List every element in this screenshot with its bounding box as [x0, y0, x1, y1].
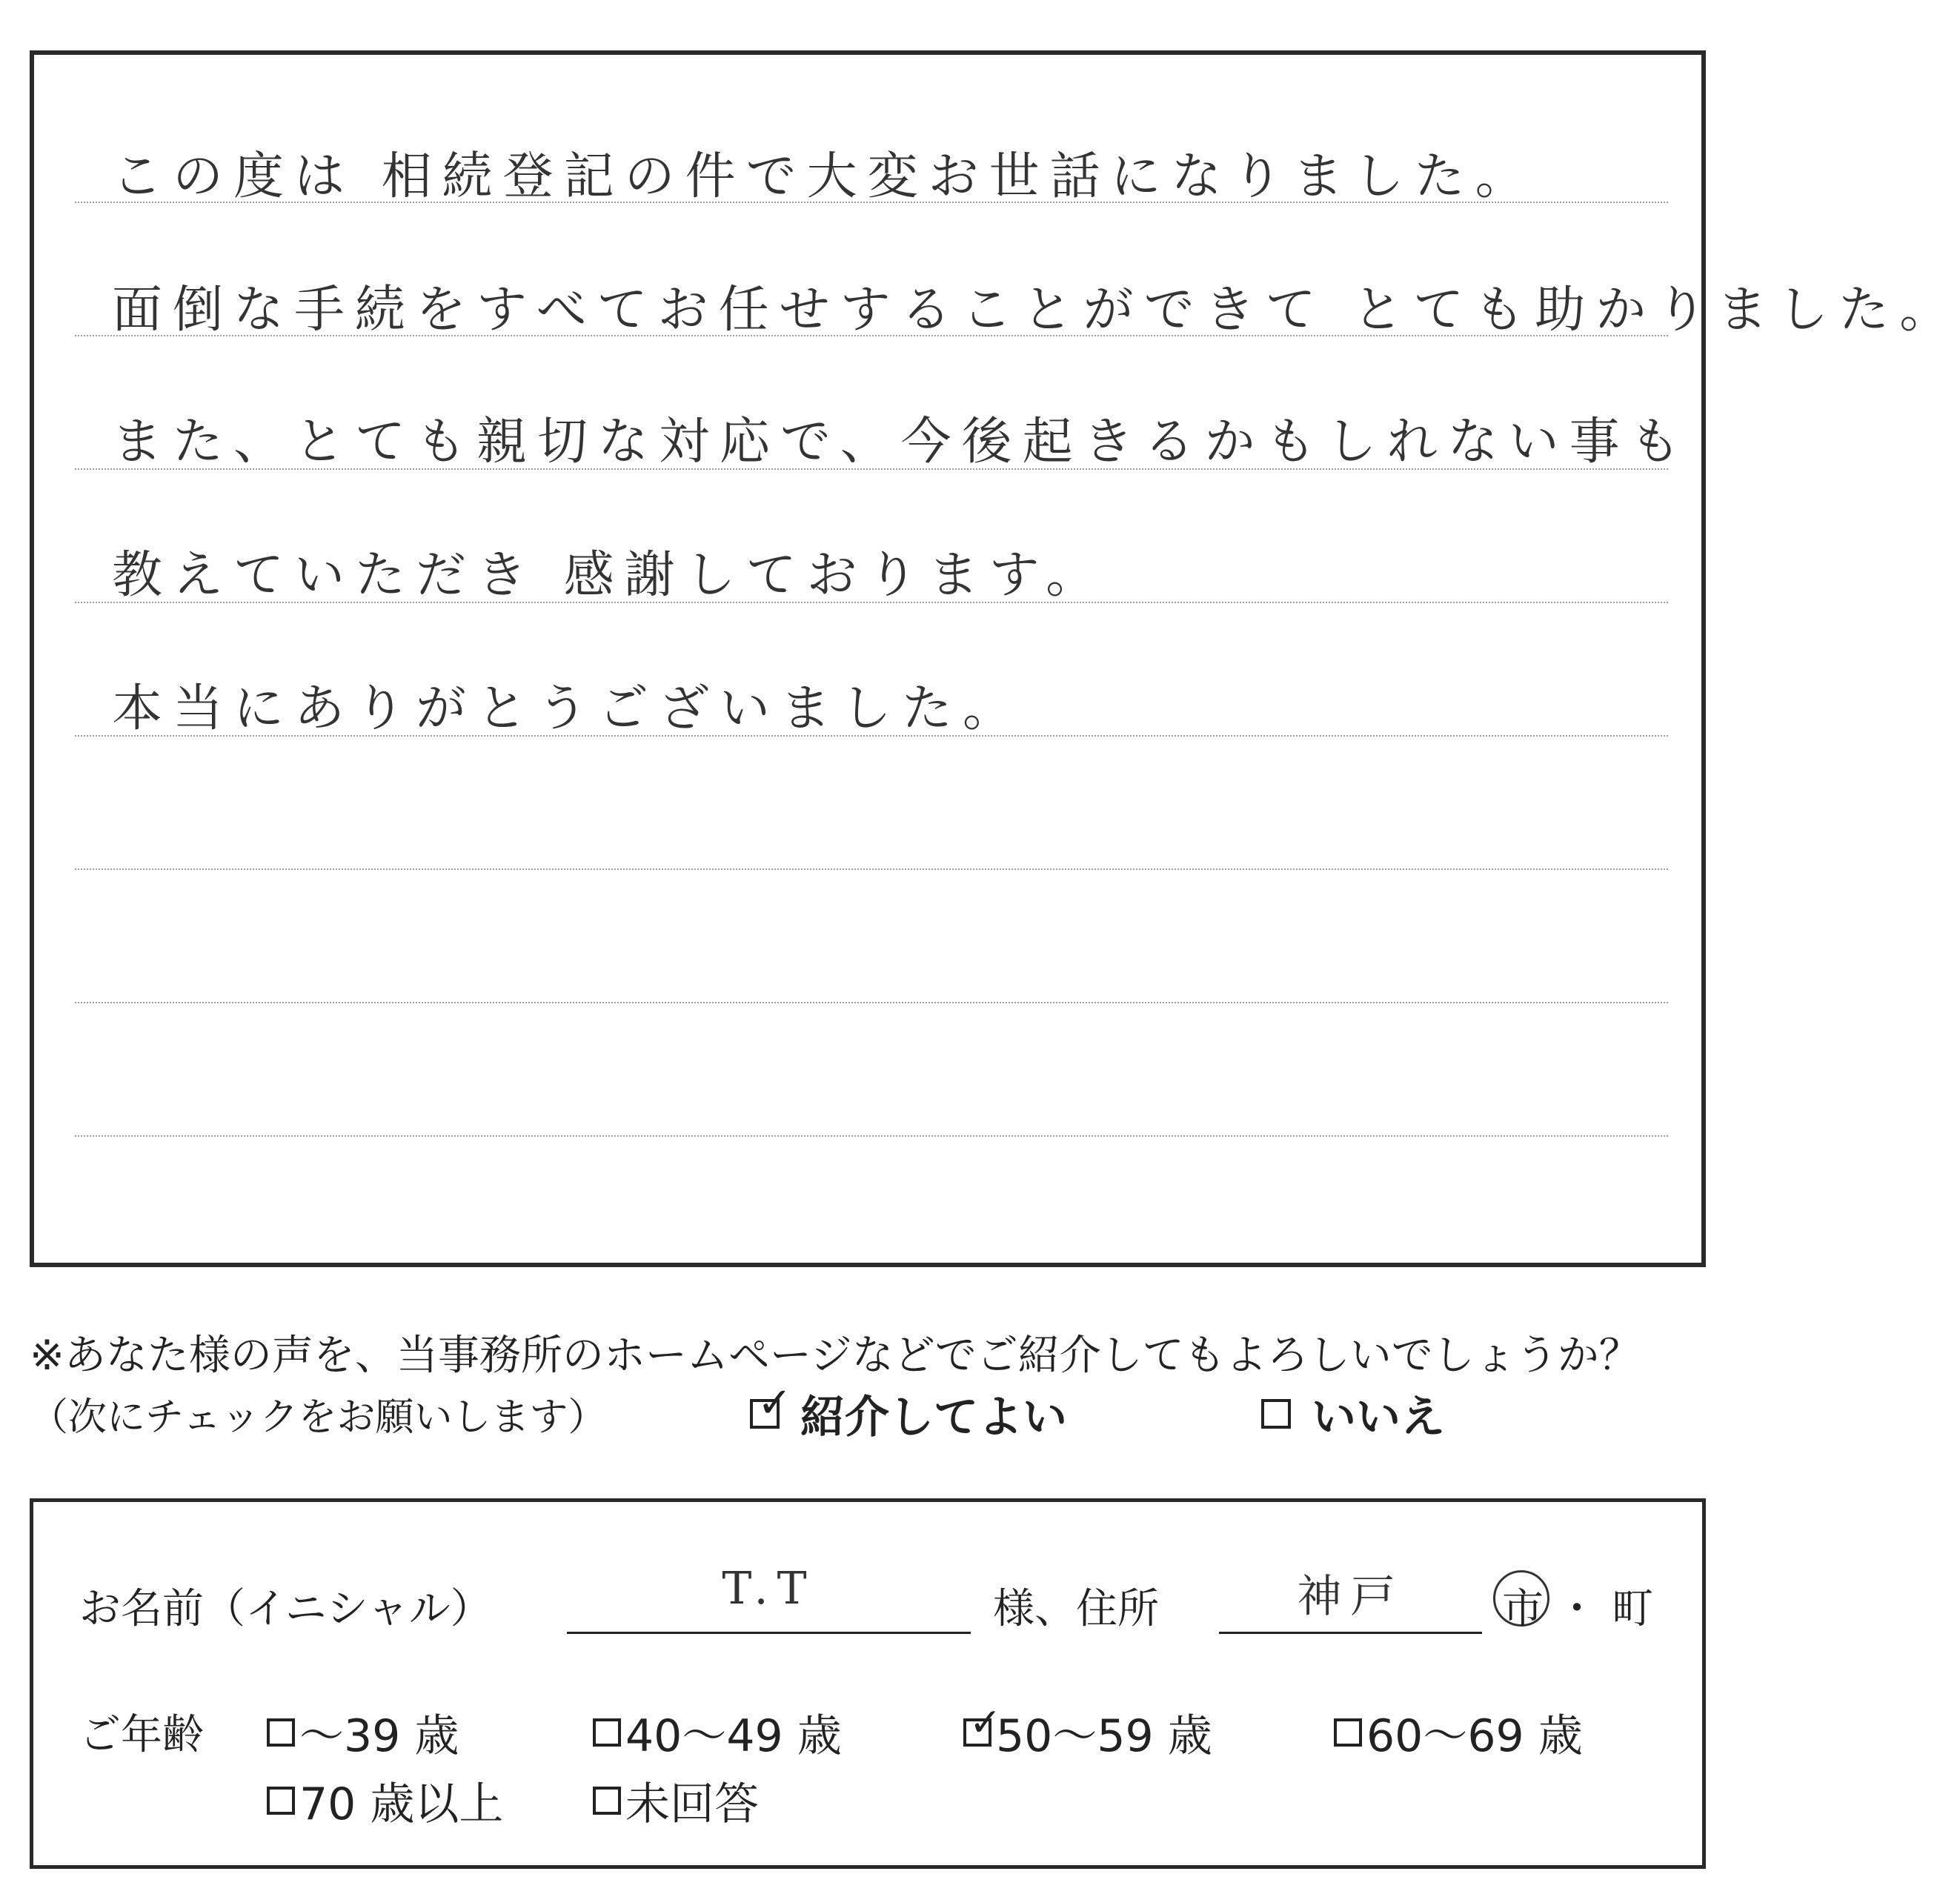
address-value[interactable]: 神戸	[1297, 1571, 1404, 1623]
ruled-line	[75, 202, 1668, 203]
info-box	[30, 1498, 1706, 1869]
consent-no-label: いいえ	[1312, 1392, 1445, 1443]
name-value[interactable]: T.T	[722, 1563, 816, 1615]
age-option-label: 50〜59 歳	[996, 1710, 1212, 1762]
ruled-line	[75, 735, 1668, 737]
ruled-line	[75, 468, 1668, 470]
age-checkbox[interactable]	[1334, 1718, 1362, 1747]
consent-no-checkbox[interactable]	[1261, 1399, 1291, 1429]
ruled-line	[75, 602, 1668, 603]
honorific-address-label: 様、住所	[993, 1585, 1159, 1633]
checkmark-icon: ✓	[757, 1379, 792, 1427]
age-option-50-59[interactable]	[963, 1701, 1212, 1764]
age-checkbox[interactable]	[267, 1787, 295, 1815]
age-checkbox[interactable]	[267, 1718, 295, 1747]
age-option-label: 〜39 歳	[299, 1710, 459, 1762]
name-underline	[567, 1632, 971, 1634]
age-option-no-answer[interactable]	[593, 1769, 759, 1833]
comment-box	[30, 50, 1960, 1267]
age-option-70-plus[interactable]	[267, 1769, 503, 1833]
consent-row	[30, 1379, 1706, 1443]
age-option-60-69[interactable]	[1334, 1701, 1583, 1764]
consent-option-yes[interactable]	[750, 1379, 1067, 1446]
town-label[interactable]: 町	[1612, 1585, 1653, 1633]
ruled-line	[75, 1135, 1668, 1137]
consent-note: （次にチェックをお願いします）	[30, 1395, 607, 1440]
comment-line-5: 本当にありがとうございました。	[112, 680, 1024, 738]
age-option-under-39[interactable]	[267, 1701, 459, 1764]
age-option-label: 70 歳以上	[299, 1778, 504, 1830]
age-checkbox[interactable]	[963, 1701, 1002, 1747]
age-option-label: 60〜69 歳	[1366, 1710, 1583, 1762]
consent-yes-checkbox[interactable]	[750, 1379, 792, 1429]
comment-line-3: また、とても親切な対応で、今後起きるかもしれない事も	[112, 413, 1691, 471]
address-underline	[1219, 1632, 1482, 1634]
city-label[interactable]: 市	[1502, 1585, 1544, 1633]
name-label: お名前（イニシャル）	[79, 1585, 492, 1633]
consent-option-no[interactable]	[1261, 1382, 1445, 1446]
consent-yes-label: 紹介してよい	[800, 1392, 1067, 1443]
age-label: ご年齢	[79, 1711, 204, 1759]
age-checkbox[interactable]	[593, 1718, 621, 1747]
age-checkbox[interactable]	[593, 1787, 621, 1815]
separator: ・	[1556, 1585, 1598, 1633]
age-option-40-49[interactable]	[593, 1701, 842, 1764]
consent-question: ※あなた様の声を、当事務所のホームページなどでご紹介してもよろしいでしょうか？	[30, 1332, 1641, 1380]
comment-line-1: この度は 相続登記の件で大変お世話になりました。	[112, 147, 1536, 206]
ruled-line	[75, 335, 1668, 336]
comment-line-4: 教えていただき 感謝しております。	[112, 546, 1107, 605]
checkmark-icon: ✓	[969, 1701, 1002, 1745]
age-option-label: 未回答	[625, 1778, 759, 1830]
ruled-line	[75, 1002, 1668, 1003]
comment-line-2: 面倒な手続をすべてお任せすることができて とても助かりました。	[112, 281, 1960, 339]
age-option-label: 40〜49 歳	[625, 1710, 842, 1762]
ruled-line	[75, 868, 1668, 870]
